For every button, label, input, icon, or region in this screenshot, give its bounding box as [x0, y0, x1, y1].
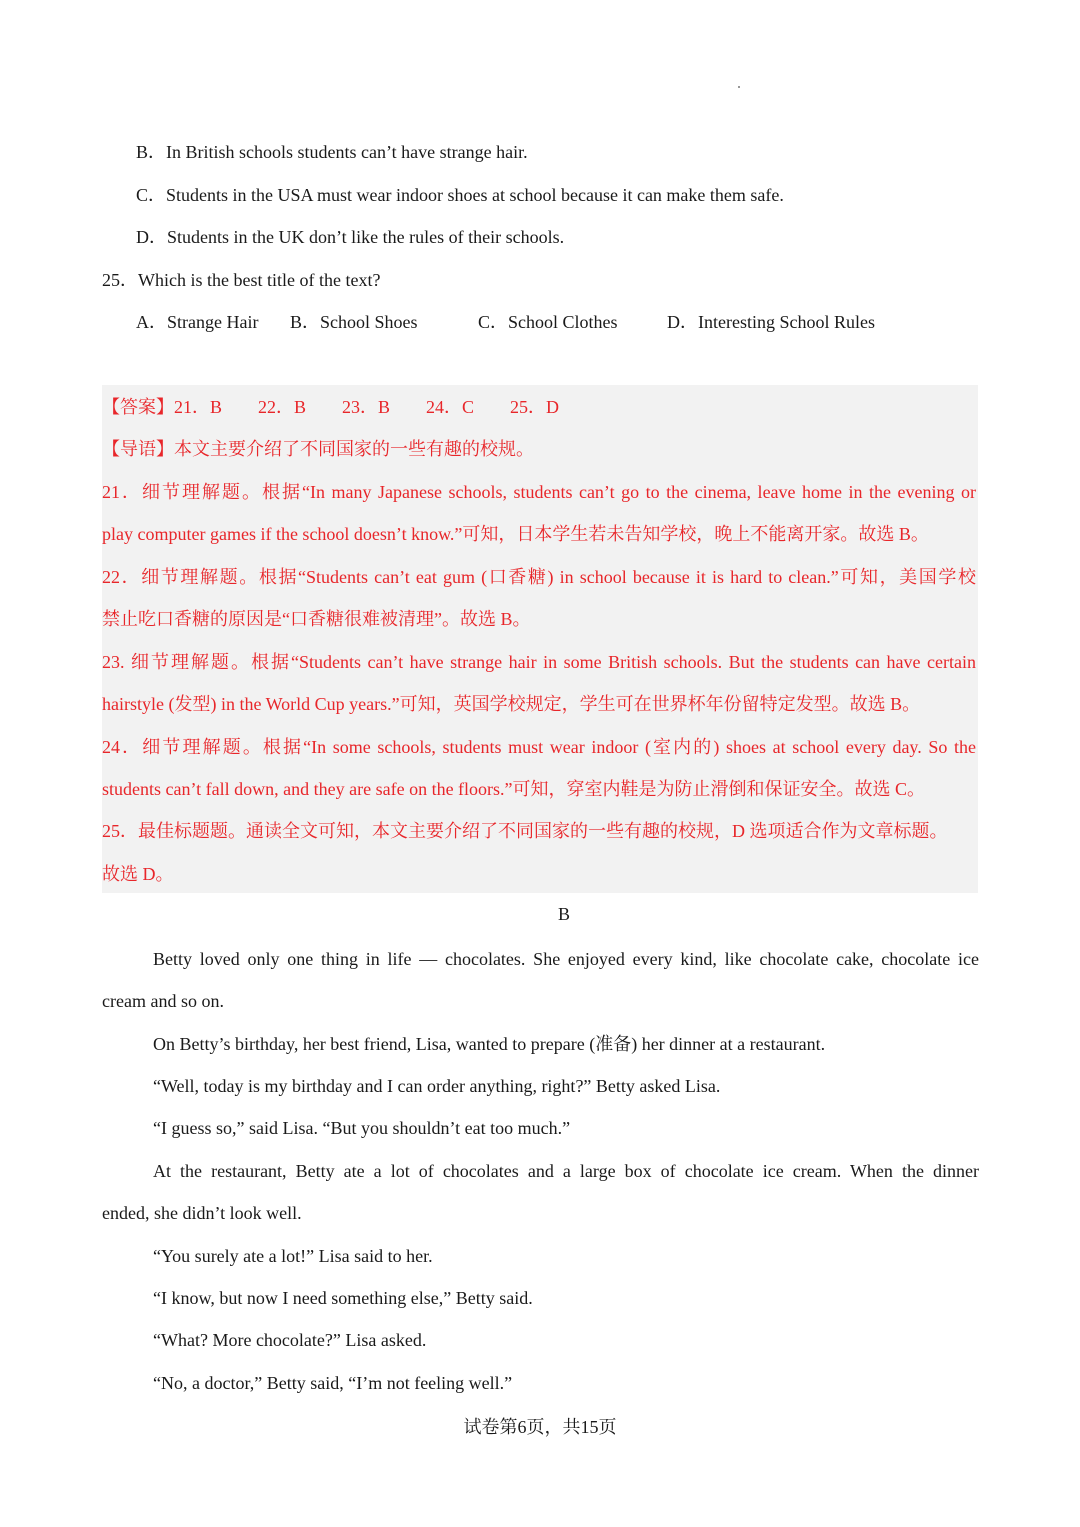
passage-line: On Betty’s birthday, her best friend, Lisa, wanted to prepare (准备) her dinner at a restaurant.: [153, 1034, 826, 1054]
passage-title: B: [557, 904, 570, 924]
passage-line: “You surely ate a lot!” Lisa said to her.: [153, 1246, 433, 1266]
explanation-line: students can’t fall down, and they are safe on the floors.”可知，穿室内鞋是为防止滑倒和保证安全。故选 C。: [102, 779, 926, 799]
q25-choice-a: A．Strange Hair: [136, 312, 259, 332]
q24-option-b: B．In British schools students can’t have strange hair.: [136, 142, 528, 162]
explanation-line: play computer games if the school doesn’t know.”可知，日本学生若未告知学校，晚上不能离开家。故选 B。: [102, 524, 929, 544]
q25-choice-c: C．School Clothes: [478, 312, 618, 332]
q25-choice-d: D．Interesting School Rules: [667, 312, 875, 332]
passage-line: ended, she didn’t look well.: [102, 1203, 302, 1223]
explanation-line: 禁止吃口香糖的原因是“口香糖很难被清理”。故选 B。: [102, 609, 531, 629]
scan-dot: [738, 86, 740, 88]
explanation-line: 22．细节理解题。根据“Students can’t eat gum (口香糖) in school because it is hard to clean.”可知，美国学校: [102, 567, 976, 587]
q25-choice-b: B．School Shoes: [290, 312, 418, 332]
passage-line: cream and so on.: [102, 991, 224, 1011]
passage-line: “What? More chocolate?” Lisa asked.: [153, 1330, 427, 1350]
q25-stem: 25．Which is the best title of the text?: [102, 270, 381, 290]
page-footer: 试卷第6页，共15页: [463, 1417, 617, 1437]
explanation-line: 21．细节理解题。根据“In many Japanese schools, students can’t go to the cinema, leave home in the evening or: [102, 482, 976, 502]
explanation-line: 25．最佳标题题。通读全文可知，本文主要介绍了不同国家的一些有趣的校规，D 选项适合作为文章标题。: [102, 821, 948, 841]
passage-line: “No, a doctor,” Betty said, “I’m not feeling well.”: [153, 1373, 513, 1393]
explanation-line: 24．细节理解题。根据“In some schools, students must wear indoor (室内的) shoes at school every day. So the: [102, 737, 976, 757]
explanation-line: 23. 细节理解题。根据“Students can’t have strange hair in some British schools. But the students can have certain: [102, 652, 976, 672]
q24-option-c: C．Students in the USA must wear indoor shoes at school because it can make them safe.: [136, 185, 784, 205]
answer-key: 【答案】21．B 22．B 23．B 24．C 25．D: [102, 397, 560, 417]
explanation-line: 故选 D。: [102, 864, 174, 884]
passage-line: Betty loved only one thing in life — chocolates. She enjoyed every kind, like chocolate cake, chocolate ice: [153, 949, 979, 969]
passage-line: “I know, but now I need something else,” Betty said.: [153, 1288, 533, 1308]
answer-intro: 【导语】本文主要介绍了不同国家的一些有趣的校规。: [102, 439, 534, 459]
passage-line: “I guess so,” said Lisa. “But you shouldn’t eat too much.”: [153, 1118, 571, 1138]
explanation-line: hairstyle (发型) in the World Cup years.”可知，英国学校规定，学生可在世界杯年份留特定发型。故选 B。: [102, 694, 921, 714]
passage-line: At the restaurant, Betty ate a lot of chocolates and a large box of chocolate ice cream. When the dinner: [153, 1161, 979, 1181]
passage-line: “Well, today is my birthday and I can order anything, right?” Betty asked Lisa.: [153, 1076, 721, 1096]
answer-panel: [102, 385, 978, 893]
q24-option-d: D．Students in the UK don’t like the rules of their schools.: [136, 227, 565, 247]
